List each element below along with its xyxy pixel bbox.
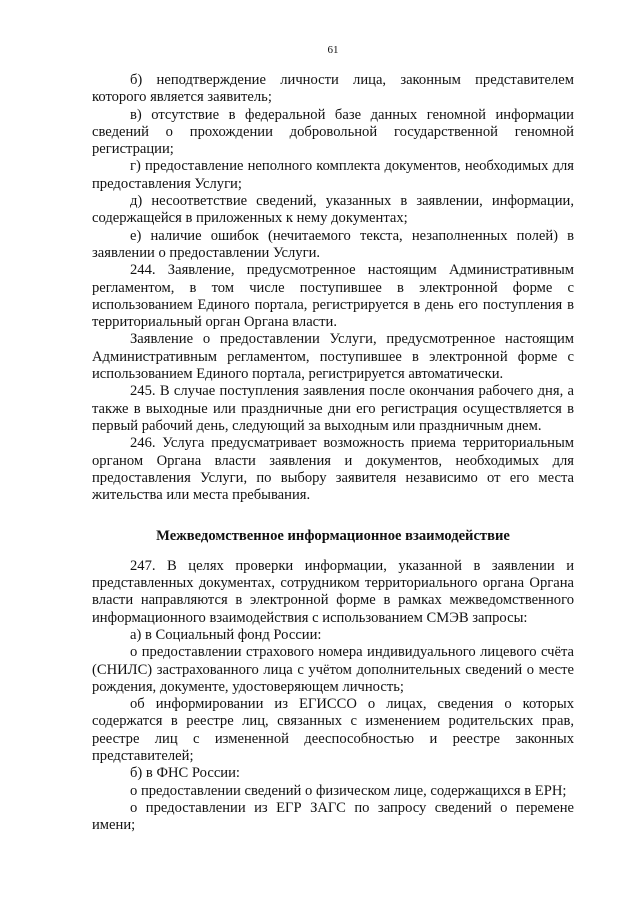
paragraph-item-v: в) отсутствие в федеральной базе данных геномной информации сведений о прохождении добровольной государственной геномной регистрации; [92, 106, 574, 158]
paragraph-247: 247. В целях проверки информации, указанной в заявлении и представленных документах, сотрудником территориального органа Органа власти направляются в электронной форме в рамках межведомственного информационного взаимодействия с использованием СМЭВ запросы: [92, 557, 574, 626]
paragraph-item-d: д) несоответствие сведений, указанных в заявлении, информации, содержащейся в приложенных к нему документах; [92, 193, 574, 227]
paragraph-ern: о предоставлении сведений о физическом лице, содержащихся в ЕРН; [130, 782, 567, 799]
paragraph-244: 244. Заявление, предусмотренное настоящим Административным регламентом, в том числе поступившее в электронной форме с использованием Единого портала, регистрируется в день его поступления в территориальный орган Органа власти. [92, 262, 574, 331]
paragraph-item-g: г) предоставление неполного комплекта документов, необходимых для предоставления Услуги; [92, 158, 574, 192]
paragraph-244-auto: Заявление о предоставлении Услуги, предусмотренное настоящим Административным регламентом, поступившее в электронной форме с использованием Единого портала, регистрируется автоматически. [92, 331, 574, 383]
paragraph-246: 246. Услуга предусматривает возможность приема территориальным органом Органа власти заявления и документов, необходимых для предоставления Услуги, по выбору заявителя независимо от его места жительства или места пребывания. [92, 435, 574, 504]
page-number: 61 [327, 44, 339, 56]
paragraph-item-b-fns: б) в ФНС России: [130, 765, 240, 782]
paragraph-item-b: б) неподтверждение личности лица, законным представителем которого является заявитель; [92, 72, 574, 106]
paragraph-item-e: е) наличие ошибок (нечитаемого текста, незаполненных полей) в заявлении о предоставлении Услуги. [92, 227, 574, 261]
paragraph-245: 245. В случае поступления заявления после окончания рабочего дня, а также в выходные или праздничные дни его регистрация осуществляется в первый рабочий день, следующий за выходным или праздничным днем. [92, 383, 574, 434]
paragraph-egisso: об информировании из ЕГИССО о лицах, сведения о которых содержатся в реестре лиц, связанных с изменением родительских прав, реестре лиц с измененной дееспособностью и реестре законных представителей; [92, 696, 574, 764]
paragraph-zags: о предоставлении из ЕГР ЗАГС по запросу сведений о перемене имени; [92, 799, 574, 834]
paragraph-snils: о предоставлении страхового номера индивидуального лицевого счёта (СНИЛС) застрахованного лица с учётом дополнительных сведений о месте рождения, документе, удостоверяющем личность; [92, 644, 574, 695]
paragraph-item-a: а) в Социальный фонд России: [130, 626, 322, 643]
section-heading: Межведомственное информационное взаимодействие [156, 528, 510, 545]
